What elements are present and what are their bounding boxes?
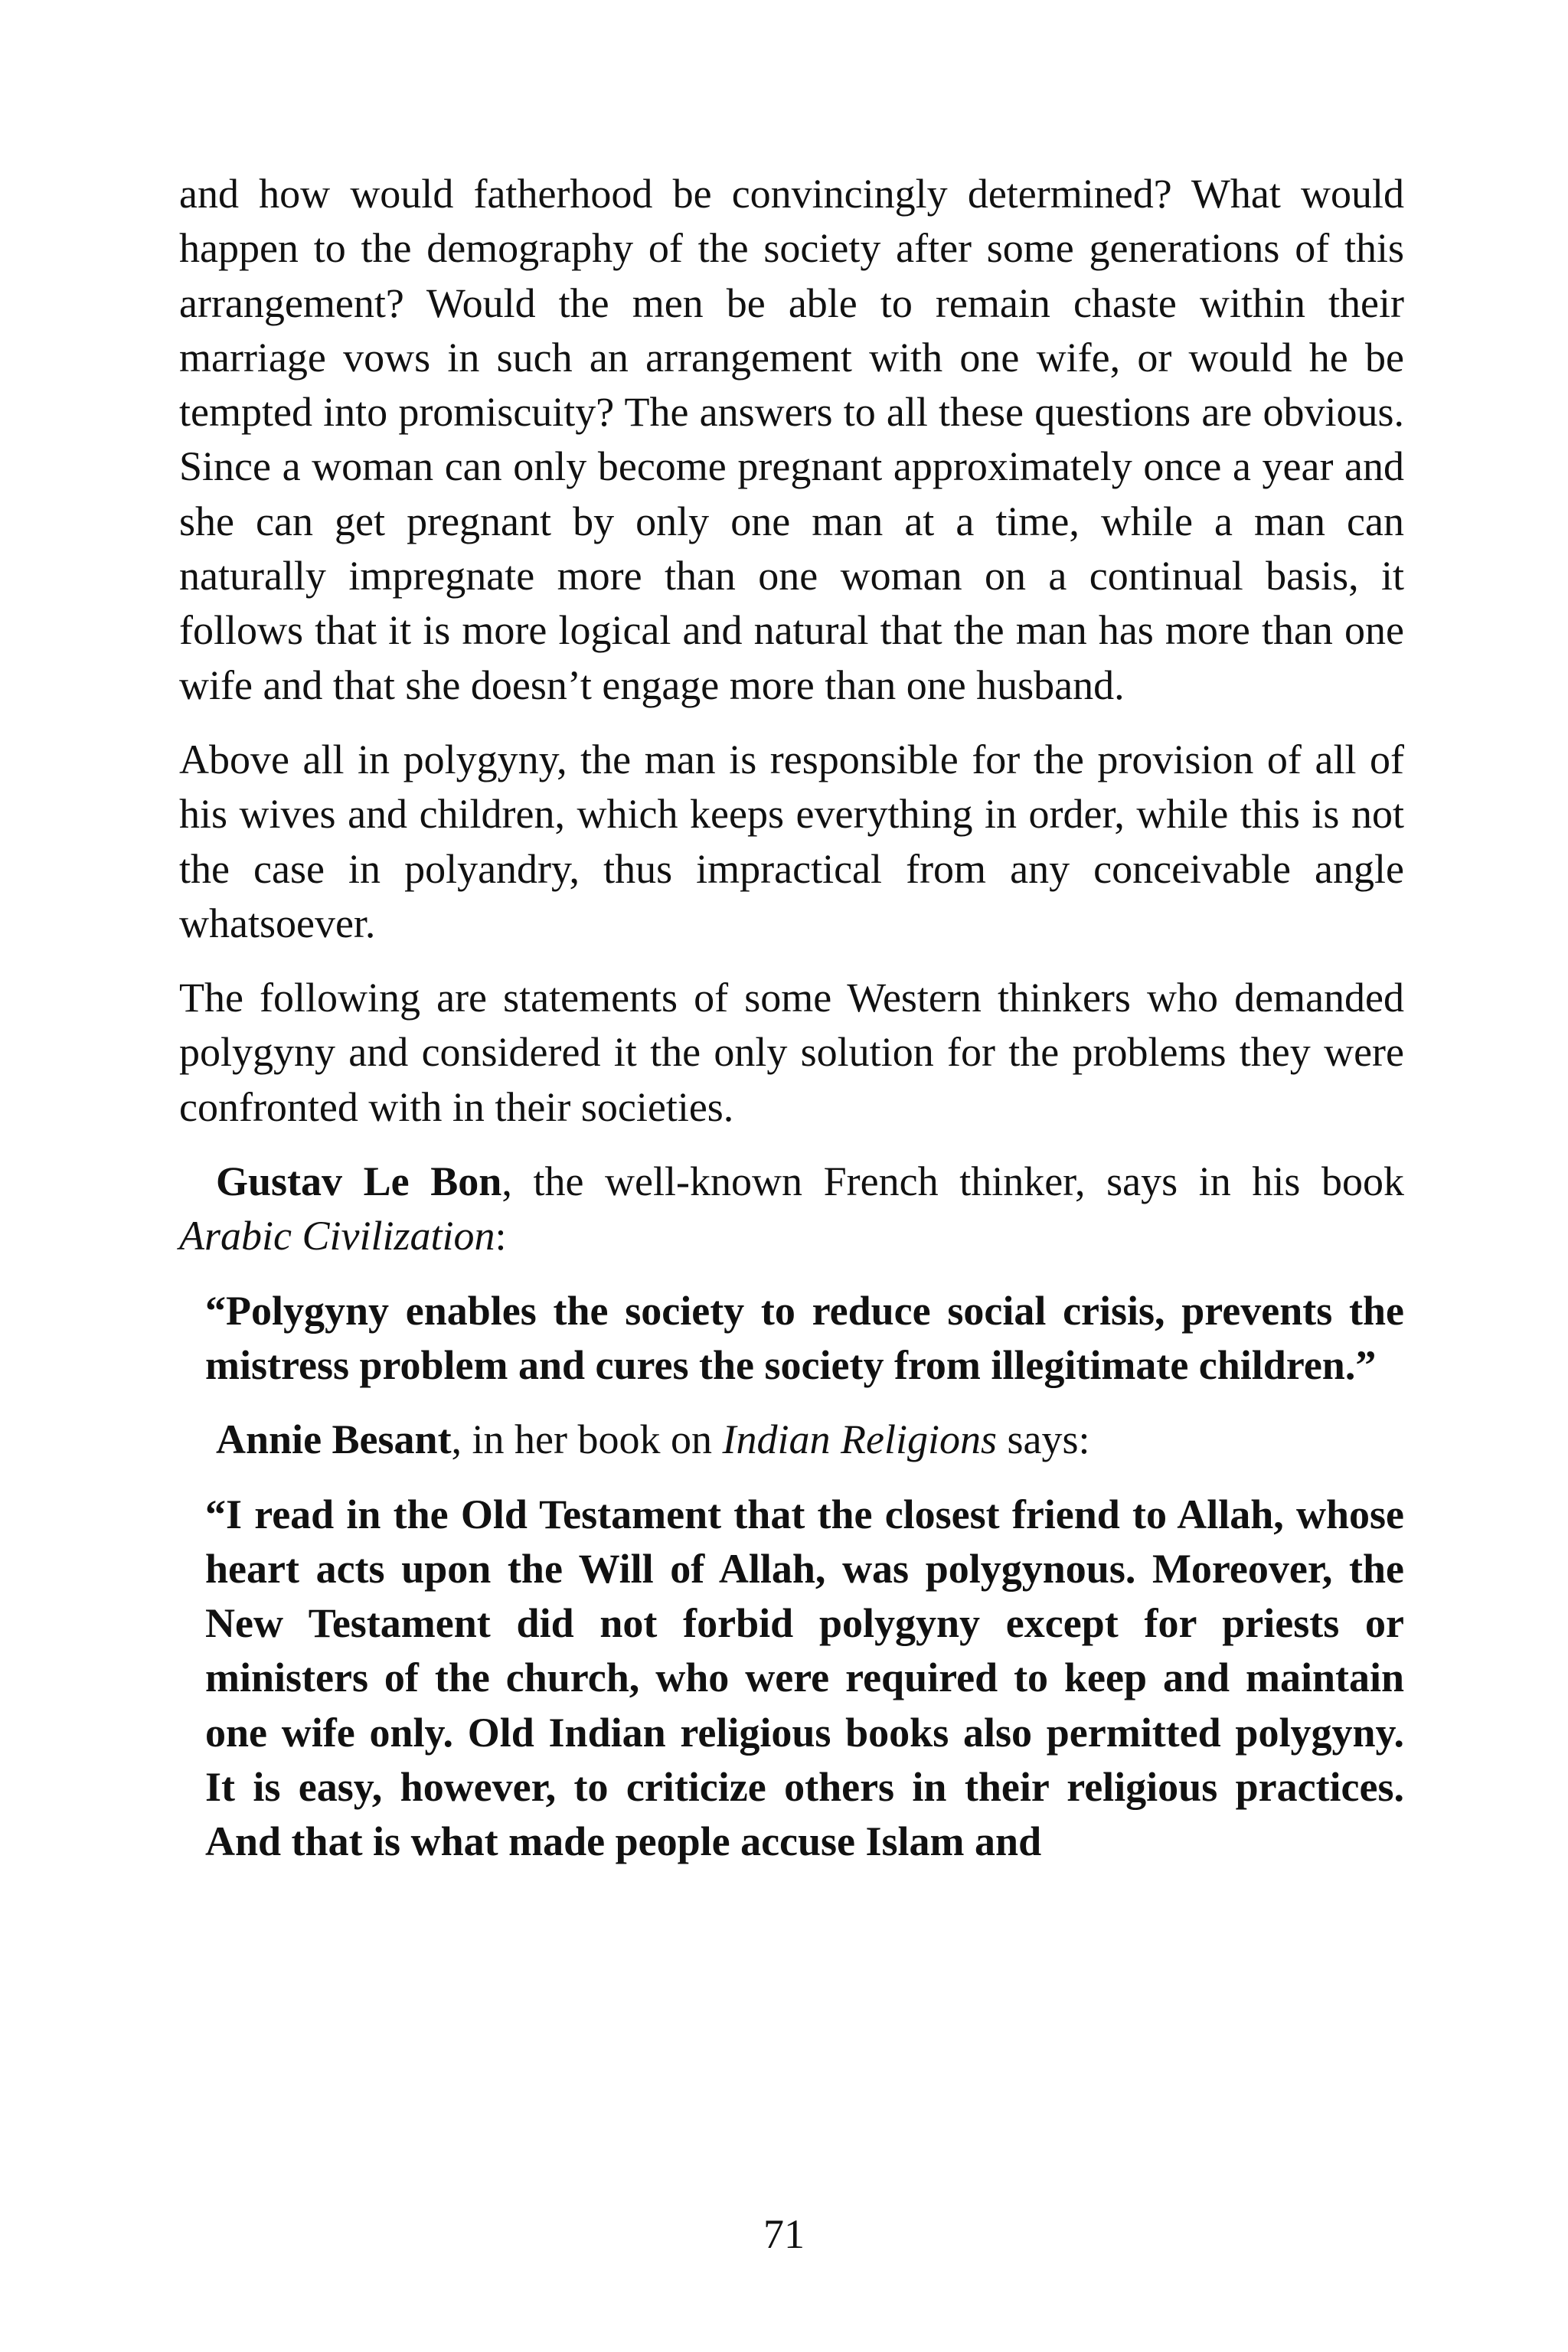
body-paragraph-1: and how would fatherhood be convincingly determined? What would happen to the demography of the society after some generations of this arrangement? Would the men be able to remain chaste within their marriage vows in such an arrangement with one wife, or would he be tempted into promiscuity? The answers to all these questions are obvious. Since a woman can only become pregnant approximately once a year and she can get pregnant by only one man at a time, while a man can naturally impregnate more than one woman on a continual basis, it follows that it is more logical and natural that the man has more than one wife and that she doesn’t engage more than one husband. bbox=[179, 171, 1404, 708]
le-bon-quote: “Polygyny enables the society to reduce social crisis, prevents the mistress problem and cures the society from illegitimate children.” bbox=[205, 1287, 1404, 1388]
book-title-arabic-civilization: Arabic Civilization bbox=[179, 1213, 495, 1259]
besant-intro bbox=[179, 1413, 1404, 1467]
author-name-besant: Annie Besant bbox=[216, 1416, 452, 1463]
le-bon-intro bbox=[179, 1155, 1404, 1264]
page-body bbox=[179, 167, 1404, 1890]
page-number: 71 bbox=[763, 2211, 805, 2257]
le-bon-intro-colon: : bbox=[495, 1213, 507, 1259]
besant-quote: “I read in the Old Testament that the closest friend to Allah, whose heart acts upon the Will of Allah, was polygynous. Moreover, the New Testament did not forbid polygyny except for priests or ministers of the church, who were required to keep and maintain one wife only. Old Indian religious books also permitted polygyny. It is easy, however, to criticize others in their religious practices. And that is what made people accuse Islam and bbox=[205, 1491, 1404, 1865]
author-name-le-bon: Gustav Le Bon bbox=[216, 1158, 502, 1205]
body-paragraph-3: The following are statements of some Western thinkers who demanded polygyny and considered it the only solution for the problems they were confronted with in their societies. bbox=[179, 975, 1404, 1130]
le-bon-intro-text: , the well-known French thinker, says in his book bbox=[501, 1158, 1404, 1205]
besant-intro-tail: says: bbox=[996, 1416, 1090, 1463]
book-title-indian-religions: Indian Religions bbox=[722, 1416, 997, 1463]
besant-intro-text: , in her book on bbox=[451, 1416, 723, 1463]
body-paragraph-2: Above all in polygyny, the man is responsible for the provision of all of his wives and children, which keeps everything in order, while this is not the case in polyandry, thus impractical from any conceivable angle whatsoever. bbox=[179, 736, 1404, 946]
